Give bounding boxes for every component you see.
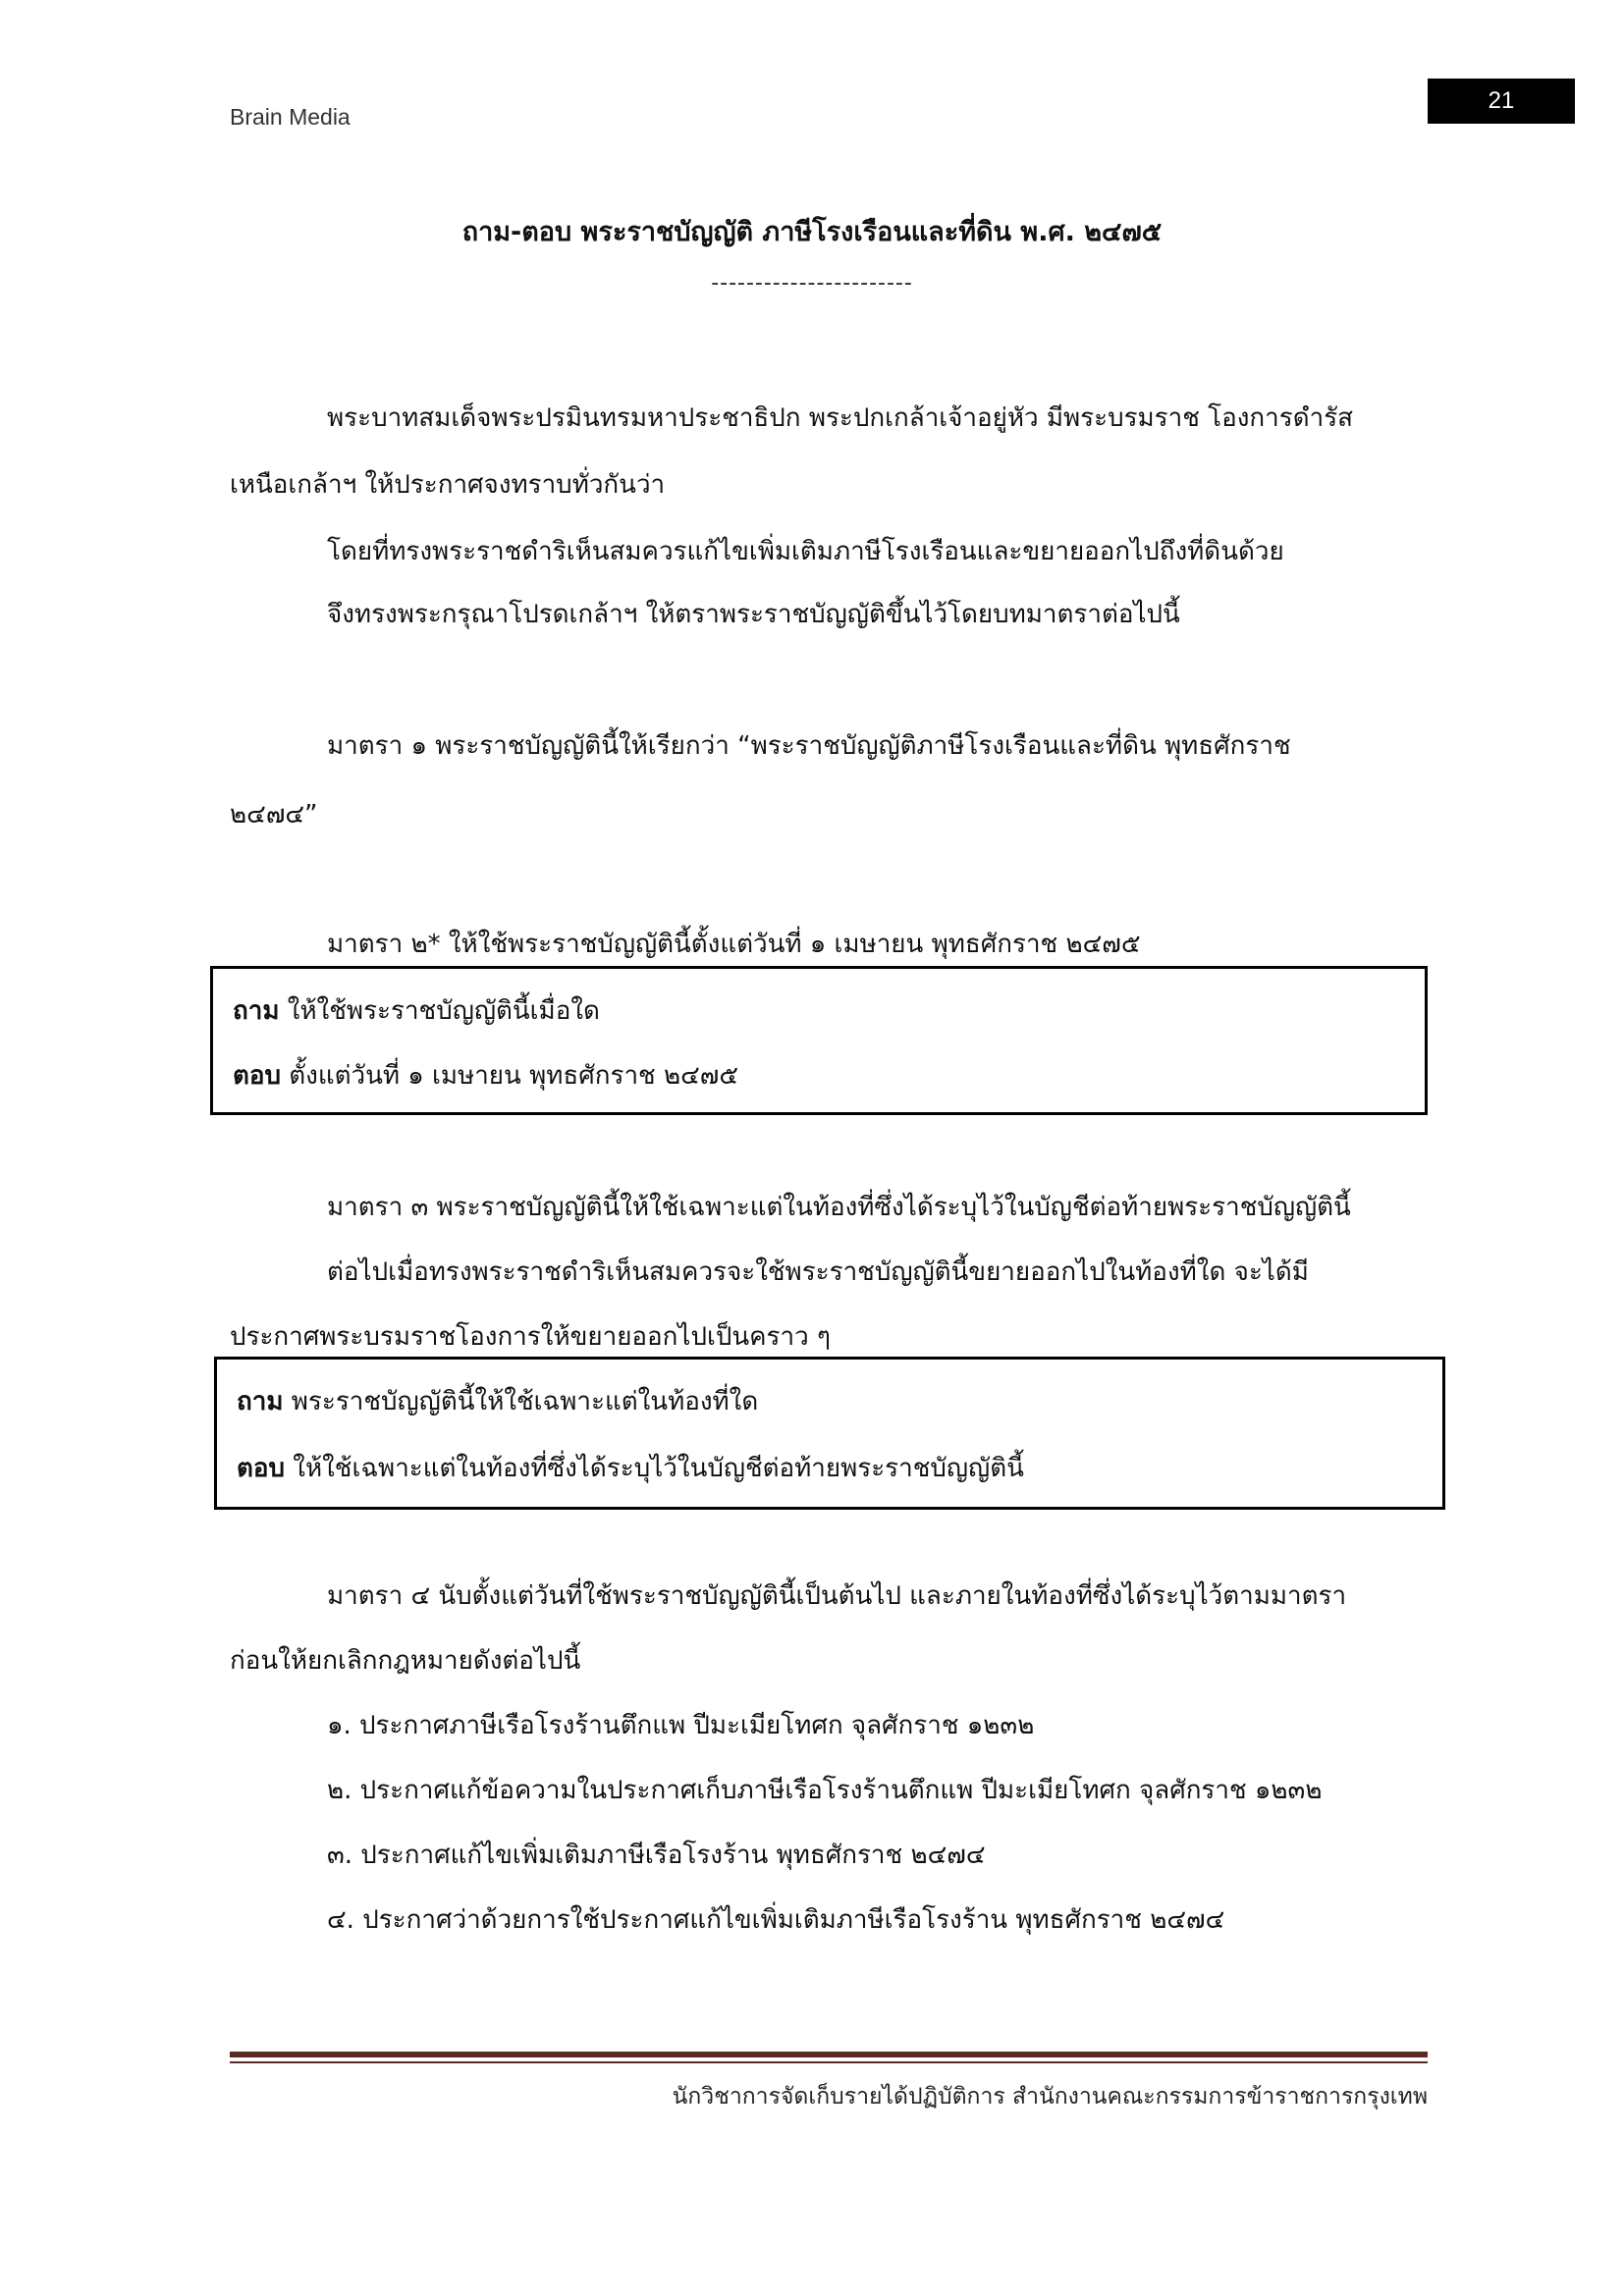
answer-line xyxy=(233,1055,738,1095)
answer-label: ตอบ xyxy=(233,1061,282,1091)
page-number: 21 xyxy=(1428,79,1575,124)
section-1-line-1: มาตรา ๑ พระราชบัญญัตินี้ให้เรียกว่า “พระราชบัญญัติภาษีโรงเรือนและที่ดิน พุทธศักราช xyxy=(327,731,1291,761)
question-line xyxy=(237,1381,758,1421)
section-3-line-1: มาตรา ๓ พระราชบัญญัตินี้ให้ใช้เฉพาะแต่ในท้องที่ซึ่งได้ระบุไว้ในบัญชีต่อท้ายพระราชบัญญัตินี้ xyxy=(327,1193,1351,1222)
section-4-line-1: มาตรา ๔ นับตั้งแต่วันที่ใช้พระราชบัญญัตินี้เป็นต้นไป และภายในท้องที่ซึ่งได้ระบุไว้ตามมาตรา xyxy=(327,1581,1347,1611)
qa-box-section-3 xyxy=(214,1357,1445,1510)
answer-line xyxy=(237,1448,1024,1488)
section-1-line-2: ๒๔๗๔” xyxy=(230,800,318,829)
footer-rule xyxy=(230,2052,1428,2057)
section-3-line-3: ประกาศพระบรมราชโองการให้ขยายออกไปเป็นคราว ๆ xyxy=(230,1322,831,1352)
answer-text: ตั้งแต่วันที่ ๑ เมษายน พุทธศักราช ๒๔๗๕ xyxy=(281,1061,738,1091)
question-label: ถาม xyxy=(233,996,280,1026)
page-title: ถาม-ตอบ พระราชบัญญัติ ภาษีโรงเรือนและที่ดิน พ.ศ. ๒๔๗๕ xyxy=(461,217,1163,247)
question-text: พระราชบัญญัตินี้ให้ใช้เฉพาะแต่ในท้องที่ใด xyxy=(283,1387,759,1416)
header-brand: Brain Media xyxy=(230,104,351,130)
question-text: ให้ใช้พระราชบัญญัตินี้เมื่อใด xyxy=(279,996,600,1026)
section-2-line-1: มาตรา ๒* ให้ใช้พระราชบัญญัตินี้ตั้งแต่วันที่ ๑ เมษายน พุทธศักราช ๒๔๗๕ xyxy=(327,930,1141,959)
preamble-line-4: จึงทรงพระกรุณาโปรดเกล้าฯ ให้ตราพระราชบัญญัติขึ้นไว้โดยบทมาตราต่อไปนี้ xyxy=(327,600,1180,629)
preamble-line-1: พระบาทสมเด็จพระปรมินทรมหาประชาธิปก พระปกเกล้าเจ้าอยู่หัว มีพระบรมราช โองการดำรัส xyxy=(327,403,1354,433)
preamble-line-3: โดยที่ทรงพระราชดำริเห็นสมควรแก้ไขเพิ่มเติมภาษีโรงเรือนและขยายออกไปถึงที่ดินด้วย xyxy=(327,537,1284,566)
question-line xyxy=(233,990,600,1031)
answer-text: ให้ใช้เฉพาะแต่ในท้องที่ซึ่งได้ระบุไว้ในบัญชีต่อท้ายพระราชบัญญัตินี้ xyxy=(285,1454,1024,1483)
answer-label: ตอบ xyxy=(237,1454,286,1483)
preamble-line-2: เหนือเกล้าฯ ให้ประกาศจงทราบทั่วกันว่า xyxy=(230,470,666,500)
footer-rule-thin xyxy=(230,2061,1428,2063)
section-4-line-2: ก่อนให้ยกเลิกกฎหมายดังต่อไปนี้ xyxy=(230,1646,581,1676)
section-3-line-2: ต่อไปเมื่อทรงพระราชดำริเห็นสมควรจะใช้พระราชบัญญัตินี้ขยายออกไปในท้องที่ใด จะได้มี xyxy=(327,1257,1309,1287)
footer-text: นักวิชาการจัดเก็บรายได้ปฏิบัติการ สำนักงานคณะกรรมการข้าราชการกรุงเทพ xyxy=(672,2084,1428,2109)
repealed-law-item: ๔. ประกาศว่าด้วยการใช้ประกาศแก้ไขเพิ่มเติมภาษีเรือโรงร้าน พุทธศักราช ๒๔๗๔ xyxy=(327,1905,1225,1935)
question-label: ถาม xyxy=(237,1387,284,1416)
repealed-law-item: ๑. ประกาศภาษีเรือโรงร้านตึกแพ ปีมะเมียโทศก จุลศักราช ๑๒๓๒ xyxy=(327,1711,1035,1740)
qa-box-section-2 xyxy=(210,966,1428,1115)
repealed-law-item: ๓. ประกาศแก้ไขเพิ่มเติมภาษีเรือโรงร้าน พุทธศักราช ๒๔๗๔ xyxy=(327,1841,986,1870)
title-divider: ----------------------- xyxy=(711,271,913,295)
repealed-law-item: ๒. ประกาศแก้ข้อความในประกาศเก็บภาษีเรือโรงร้านตึกแพ ปีมะเมียโทศก จุลศักราช ๑๒๓๒ xyxy=(327,1776,1323,1805)
